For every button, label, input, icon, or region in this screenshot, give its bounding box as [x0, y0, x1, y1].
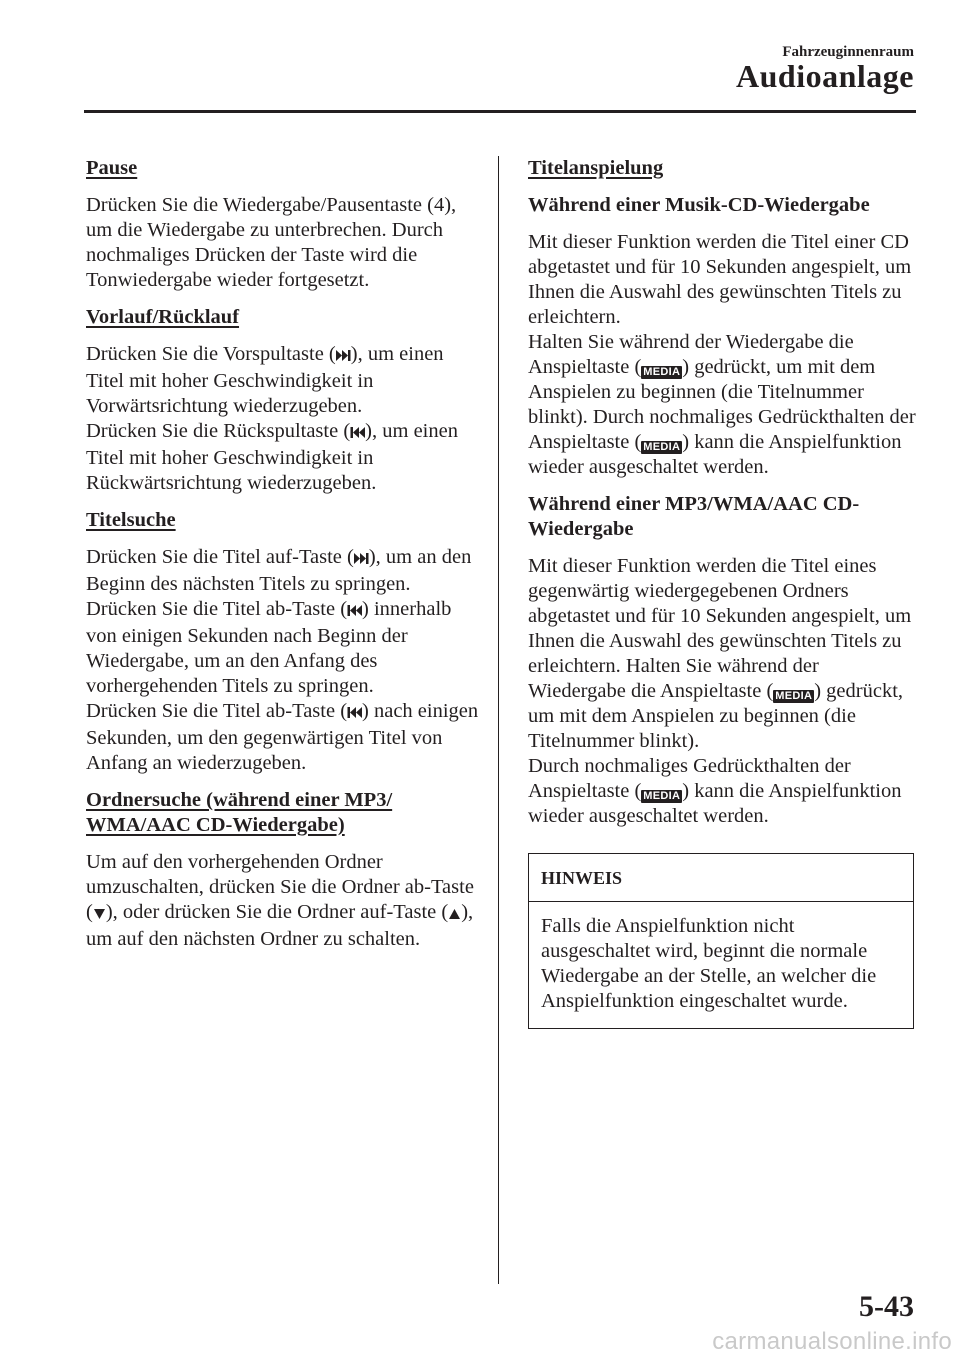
folder-text-1: Um auf den vorhergehenden Ordner umzuschalten, drücken Sie die Ordner ab-Taste ( — [86, 851, 474, 923]
scan-heading: Titelanspielung — [528, 157, 664, 179]
folder-heading — [86, 788, 481, 838]
folder-text — [86, 850, 481, 952]
track-text-2a: Drücken Sie die Titel ab-Taste ( — [86, 598, 348, 620]
pause-text: Drücken Sie die Wiedergabe/Pausentaste (4), um die Wiedergabe zu unterbrechen. Durch nochmaliges Drücken der Taste wird die Tonwiedergabe wieder fortgesetzt. — [86, 194, 457, 291]
seek-text-2a: Drücken Sie die Rückspultaste ( — [86, 420, 351, 442]
left-column — [86, 156, 481, 964]
track-text — [86, 545, 481, 776]
seek-text-2b: ), um einen Titel mit hoher Geschwindigkeit in Rückwärtsrichtung wiederzugeben. — [86, 420, 458, 494]
folder-down-icon — [93, 902, 106, 927]
watermark: carmanualsonline.info — [712, 1328, 952, 1355]
cd-text-2b: ) gedrückt, um mit dem Anspielen zu beginnen (die Titelnummer blinkt). Durch nochmaliges Gedrückthalten der Anspieltaste ( — [528, 356, 916, 453]
cd-subheading: Während einer Musik-CD-Wiedergabe — [528, 194, 870, 216]
track-text-1b: ), um an den Beginn des nächsten Titels zu springen. — [86, 546, 472, 595]
seek-text-1b: ), um einen Titel mit hoher Geschwindigkeit in Vorwärtsrichtung wiederzugeben. — [86, 343, 444, 417]
track-text-1a: Drücken Sie die Titel auf-Taste ( — [86, 546, 354, 568]
track-down-icon — [347, 701, 362, 726]
running-header-title: Audioanlage — [736, 58, 914, 94]
note-text: Falls die Anspielfunktion nicht ausgeschaltet wird, beginnt die normale Wiedergabe an der Stelle, an welcher die Anspielfunktion eingeschaltet wurde. — [541, 915, 877, 1012]
pause-heading: Pause — [86, 157, 138, 179]
running-header-section: Fahrzeuginnenraum — [782, 44, 914, 60]
seek-text — [86, 342, 481, 496]
folder-up-icon — [448, 902, 461, 927]
media-button-icon: MEDIA — [643, 366, 681, 378]
forward-icon — [336, 344, 351, 369]
mp3-text-1a: Mit dieser Funktion werden die Titel eines gegenwärtig wiedergegebenen Ordners abgetastet und für 10 Sekunden angespielt, um Ihnen die Auswahl des gewünschten Titels zu erleichtern. Halten Sie während der Wiedergabe die Anspieltaste ( — [528, 555, 912, 702]
cd-text-1: Mit dieser Funktion werden die Titel einer CD abgetastet und für 10 Sekunden angespielt, um Ihnen die Auswahl des gewünschten Titels zu erleichtern. — [528, 231, 912, 328]
media-button-icon: MEDIA — [643, 790, 681, 802]
track-up-icon — [354, 547, 369, 572]
mp3-text-2a: Durch nochmaliges Gedrückthalten der Anspieltaste ( — [528, 755, 851, 802]
cd-text — [528, 230, 918, 480]
track-text-2b: ) innerhalb von einigen Sekunden nach Beginn der Wiedergabe, um an den Anfang des vorhergehenden Titels zu springen. — [86, 598, 452, 697]
seek-heading: Vorlauf/Rücklauf — [86, 306, 240, 328]
note-box — [528, 853, 914, 1029]
right-column — [528, 156, 918, 1029]
folder-heading-line1: Ordnersuche (während einer MP3/ — [86, 789, 393, 811]
page-number: 5-43 — [859, 1290, 914, 1323]
header-rule — [84, 110, 916, 113]
note-title: HINWEIS — [529, 854, 913, 902]
media-button-icon: MEDIA — [775, 690, 813, 702]
folder-text-3: ), um auf den nächsten Ordner zu schalten. — [86, 901, 474, 950]
rewind-icon — [350, 421, 365, 446]
media-button-icon: MEDIA — [643, 441, 681, 453]
track-text-3b: ) nach einigen Sekunden, um den gegenwärtigen Titel von Anfang an wiederzugeben. — [86, 700, 479, 774]
folder-text-2: ), oder drücken Sie die Ordner auf-Taste ( — [105, 901, 449, 923]
track-text-3a: Drücken Sie die Titel ab-Taste ( — [86, 700, 348, 722]
mp3-subheading: Während einer MP3/WMA/AAC CD-Wiedergabe — [528, 493, 860, 540]
track-down-icon — [347, 599, 362, 624]
mp3-text — [528, 554, 918, 829]
mp3-text-2b: ) kann die Anspielfunktion wieder ausgeschaltet werden. — [528, 780, 902, 827]
cd-text-2a: Halten Sie während der Wiedergabe die Anspieltaste ( — [528, 331, 854, 378]
cd-text-2c: ) kann die Anspielfunktion wieder ausgeschaltet werden. — [528, 431, 902, 478]
column-divider — [498, 156, 499, 1284]
seek-text-1a: Drücken Sie die Vorspultaste ( — [86, 343, 336, 365]
folder-heading-line2: WMA/AAC CD-Wiedergabe) — [86, 814, 345, 836]
mp3-text-1b: ) gedrückt, um mit dem Anspielen zu beginnen (die Titelnummer blinkt). — [528, 680, 904, 752]
track-heading: Titelsuche — [86, 509, 176, 531]
